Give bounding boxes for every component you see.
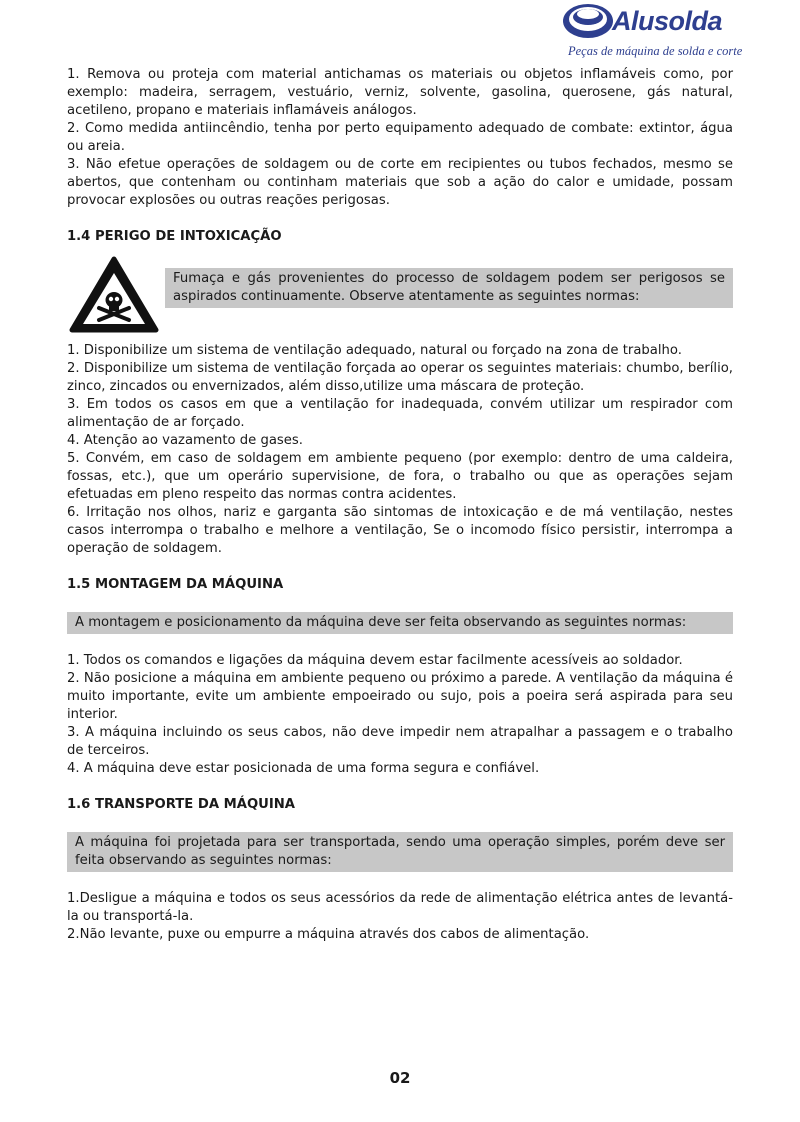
section-1-5-title: 1.5 MONTAGEM DA MÁQUINA (67, 577, 284, 592)
intro-item-1: 1. Remova ou proteja com material antichamas os materiais ou objetos inflamáveis como, por exemplo: madeira, serragem, vestuário, verniz, solvente, gasolina, querosene, gás natural, acetileno, propano e materiais inflamáveis análogos. (67, 67, 733, 118)
section-1-4-title: 1.4 PERIGO DE INTOXICAÇÃO (67, 229, 282, 244)
page-number: 02 (389, 1069, 411, 1087)
section-1-5-item-1: 1. Todos os comandos e ligações da máquina devem estar facilmente acessíveis ao soldador. (67, 653, 683, 668)
logo-swirl-icon (560, 0, 616, 44)
page-content (67, 66, 733, 944)
logo-brand: Alusolda (612, 6, 723, 36)
section-1-5-item-3: 3. A máquina incluindo os seus cabos, não deve impedir nem atrapalhar a passagem e o trabalho de terceiros. (67, 725, 733, 758)
section-1-4-item-3: 3. Em todos os casos em que a ventilação for inadequada, convém utilizar um respirador com alimentação de ar forçado. (67, 397, 733, 430)
section-1-6-item-2: 2.Não levante, puxe ou empurre a máquina através dos cabos de alimentação. (67, 927, 590, 942)
intro-item-3: 3. Não efetue operações de soldagem ou de corte em recipientes ou tubos fechados, mesmo se abertos, que contenham ou continham materiais que sob a ação do calor e umidade, possam provocar explosões ou outras reações perigosas. (67, 157, 733, 208)
section-1-6-title: 1.6 TRANSPORTE DA MÁQUINA (67, 797, 296, 812)
section-1-4-item-4: 4. Atenção ao vazamento de gases. (67, 433, 303, 448)
section-1-4-item-6: 6. Irritação nos olhos, nariz e garganta são sintomas de intoxicação e de má ventilação, nestes casos interrompa o trabalho e melhore a ventilação, Se o incomodo físico persistir, interrompa a operação de soldagem. (67, 505, 733, 556)
intro-item-2: 2. Como medida antiincêndio, tenha por perto equipamento adequado de combate: extintor, água ou areia. (67, 121, 733, 154)
section-1-4-item-5: 5. Convém, em caso de soldagem em ambiente pequeno (por exemplo: dentro de uma caldeira, fossas, etc.), que um operário supervisione, de fora, o trabalho ou que as operações sejam efetuadas em pleno respeito das normas contra acidentes. (67, 451, 733, 502)
section-1-4-item-1: 1. Disponibilize um sistema de ventilação adequado, natural ou forçado na zona de trabalho. (67, 343, 682, 358)
section-1-5-item-4: 4. A máquina deve estar posicionada de uma forma segura e confiável. (67, 761, 540, 776)
transporte-notice: A máquina foi projetada para ser transportada, sendo uma operação simples, porém deve ser feita observando as seguintes normas: (67, 832, 733, 872)
logo-tagline: Peças de máquina de solda e corte (568, 44, 743, 58)
section-1-5-item-2: 2. Não posicione a máquina em ambiente pequeno ou próximo a parede. A ventilação da máquina é muito importante, evite um ambiente empoeirado ou sujo, pois a poeira será aspirada para seu interior. (67, 671, 733, 722)
intoxication-notice: Fumaça e gás provenientes do processo de soldagem podem ser perigosos se aspirados continuamente. Observe atentamente as seguintes normas: (165, 268, 733, 308)
section-1-6-item-1: 1.Desligue a máquina e todos os seus acessórios da rede de alimentação elétrica antes de levantá-la ou transportá-la. (67, 891, 733, 924)
section-1-4-item-2: 2. Disponibilize um sistema de ventilação forçada ao operar os seguintes materiais: chumbo, berílio, zinco, zincados ou envernizados, além disso,utilize uma máscara de proteção. (67, 361, 733, 394)
alusolda-logo (560, 0, 743, 62)
intoxication-warning (67, 256, 733, 338)
montagem-notice: A montagem e posicionamento da máquina deve ser feita observando as seguintes normas: (67, 612, 733, 634)
toxic-skull-warning-icon (69, 256, 159, 334)
